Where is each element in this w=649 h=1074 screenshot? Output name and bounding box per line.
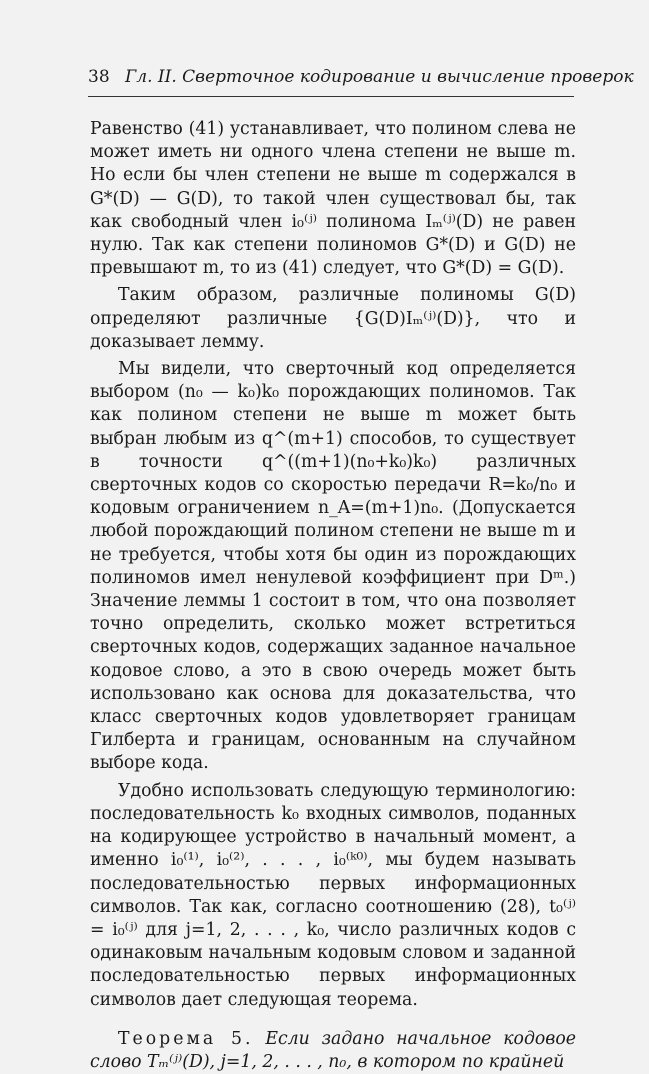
theorem-5 xyxy=(90,1028,576,1074)
running-title: Гл. II. Сверточное кодирование и вычисление проверок xyxy=(125,67,634,87)
theorem-text: Если задано начальное кодовое слово Tₘ⁽ʲ⁾(D), j=1, 2, . . . , n₀, в котором по крайней xyxy=(90,1028,576,1072)
page-body xyxy=(90,118,576,1074)
page-header xyxy=(88,66,634,88)
header-rule xyxy=(88,96,574,97)
paragraph-4: Удобно использовать следующую терминологию: последовательность k₀ входных символов, поданных на кодирующее устройство в начальный момент, а именно i₀⁽¹⁾, i₀⁽²⁾, . . . , i₀⁽ᵏ⁰⁾, мы будем называть последовательностью первых информационных символов. Так как, согласно соотношению (28), t₀⁽ʲ⁾ = i₀⁽ʲ⁾ для j=1, 2, . . . , k₀, число различных кодов с одинаковым начальным кодовым словом и заданной последовательностью первых информационных символов дает следующая теорема. xyxy=(90,780,576,1010)
page-number: 38 xyxy=(88,67,110,87)
paragraph-1: Равенство (41) устанавливает, что полином слева не может иметь ни одного члена степени не выше m. Но если бы член степени не выше m содержался в G*(D) — G(D), то такой член существовал бы, так как свободный член i₀⁽ʲ⁾ полинома Iₘ⁽ʲ⁾(D) не равен нулю. Так как степени полиномов G*(D) и G(D) не превышают m, то из (41) следует, что G*(D) = G(D). xyxy=(90,119,576,279)
theorem-label: Теорема 5. xyxy=(118,1028,254,1049)
paragraph-3: Мы видели, что сверточный код определяется выбором (n₀ — k₀)k₀ порождающих полиномов. Так как полином степени не выше m может быть выбран любым из q^(m+1) способов, то существует в точности q^((m+1)(n₀+k₀)k₀) различных сверточных кодов со скоростью передачи R=k₀/n₀ и кодовым ограничением n_A=(m+1)n₀. (Допускается любой порождающий полином степени не выше m и не требуется, чтобы хотя бы один из порождающих полиномов имел ненулевой коэффициент при Dᵐ.) Значение леммы 1 состоит в том, что она позволяет точно определить, сколько может встретиться сверточных кодов, содержащих заданное начальное кодовое слово, а это в свою очередь может быть использовано как основа для доказательства, что класс сверточных кодов удовлетворяет границам Гилберта и границам, основанным на случайном выборе кода. xyxy=(90,359,576,774)
paragraph-2: Таким образом, различные полиномы G(D) определяют различные {G(D)Iₘ⁽ʲ⁾(D)}, что и доказывает лемму. xyxy=(90,285,576,352)
